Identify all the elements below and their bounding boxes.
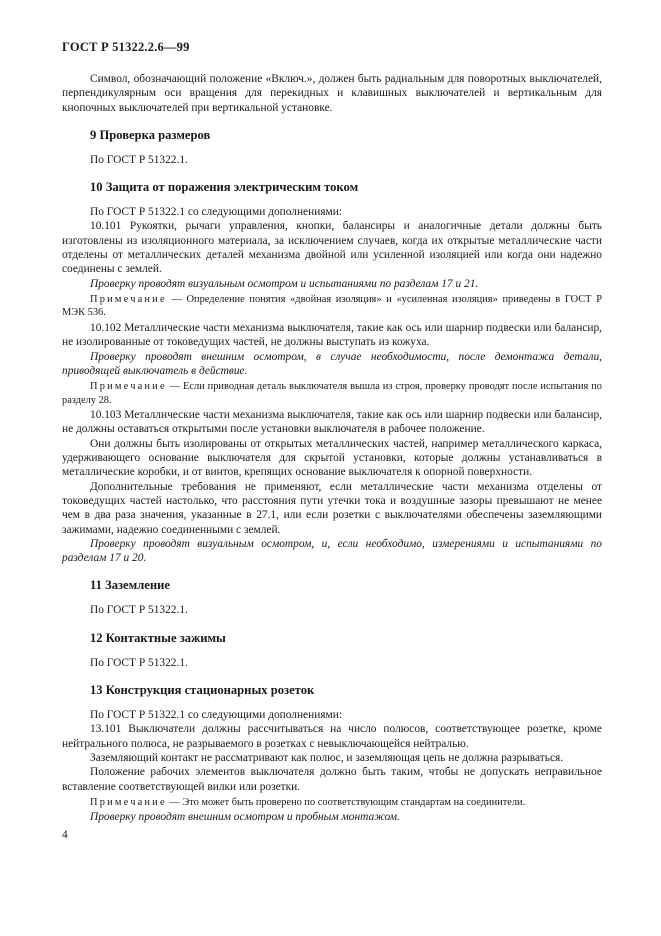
section-10-title: 10 Защита от поражения электрическим током <box>90 180 359 195</box>
clause-10-103-insulation: Они должны быть изолированы от открытых металлических частей, например металлического каркаса, удерживающего основание выключателя для скрытой установки, которые должны устанавливаться в металлические коробки, и от винтов, крепящих основание выключателя к опорной поверхности. <box>62 437 602 479</box>
note-label: Примечание <box>90 796 167 808</box>
clause-10-103-additional: Дополнительные требования не применяют, если металлические части механизма отделены от токоведущих частей настолько, что расстояния пути утечки тока и воздушные зазоры превышают не менее чем в два раза значения, указанные в 27.1, или если розетки с выключателями обеспечены заземляющими зажимами, надежно соединенными с землей. <box>62 480 602 536</box>
check-13-101: Проверку проводят внешним осмотром и пробным монтажом. <box>90 811 400 824</box>
section-10-intro: По ГОСТ Р 51322.1 со следующими дополнениями: <box>90 206 343 219</box>
section-13-intro: По ГОСТ Р 51322.1 со следующими дополнениями: <box>90 709 343 722</box>
note-text: — Если приводная деталь выключателя вышла из строя, проверку проводят после испытания по разделу 28. <box>62 381 602 406</box>
check-10-102: Проверку проводят внешним осмотром, в случае необходимости, после демонтажа детали, приводящей выключатель в действие. <box>62 350 602 377</box>
section-12-title: 12 Контактные зажимы <box>90 630 226 645</box>
note-10-101 <box>62 293 602 320</box>
section-11-text: По ГОСТ Р 51322.1. <box>90 604 188 617</box>
note-10-102 <box>62 380 602 407</box>
note-label: Примечание <box>90 381 167 393</box>
section-13-title: 13 Конструкция стационарных розеток <box>90 683 315 698</box>
intro-paragraph: Символ, обозначающий положение «Включ.», должен быть радиальным для поворотных выключателей, перпендикулярным оси вращения для перекидных и клавишных выключателей и вертикальным для кнопочных выключателей при вертикальной установке. <box>62 73 602 114</box>
clause-10-103: 10.103 Металлические части механизма выключателя, такие как ось или шарнир подвески или балансир, не должны оставаться открытыми после установки выключателя в рабочее положение. <box>62 409 602 436</box>
note-13-101 <box>62 796 602 810</box>
page-body <box>62 72 602 825</box>
document-header: ГОСТ Р 51322.2.6—99 <box>62 40 190 54</box>
note-text: — Это может быть проверено по соответствующим стандартам на соединители. <box>166 796 526 808</box>
note-text: — Определение понятия «двойная изоляция» и «усиленная изоляция» приведены в ГОСТ Р МЭК 536. <box>62 293 602 319</box>
clause-13-101: 13.101 Выключатели должны рассчитываться на число полюсов, соответствующее розетке, кроме нейтрального полюса, не разрываемого в розетках с невыключающейся нейтралью. <box>62 723 602 750</box>
clause-13-101-position: Положение рабочих элементов выключателя должно быть таким, чтобы не допускать неправильное вставление соответствующей вилки или розетки. <box>62 766 602 793</box>
section-9-text: По ГОСТ Р 51322.1. <box>90 153 188 166</box>
section-9-title: 9 Проверка размеров <box>90 127 211 142</box>
clause-10-101: 10.101 Рукоятки, рычаги управления, кнопки, балансиры и аналогичные детали должны быть изготовлены из изоляционного материала, за исключением случаев, когда их открытые металлические части отделены от металлических деталей механизма двойной или усиленной изоляцией или когда они надежно соединены с землей. <box>62 220 602 276</box>
section-12-text: По ГОСТ Р 51322.1. <box>90 656 188 669</box>
section-11-title: 11 Заземление <box>90 578 170 593</box>
clause-10-102: 10.102 Металлические части механизма выключателя, такие как ось или шарнир подвески или балансир, не изолированные от токоведущих частей, не должны выступать из кожуха. <box>62 321 602 349</box>
check-10-103: Проверку проводят визуальным осмотром, и, если необходимо, измерениями и испытаниями по разделам 17 и 20. <box>62 537 602 565</box>
note-label: Примечание <box>90 293 167 305</box>
clause-13-101-earthing: Заземляющий контакт не рассматривают как полюс, и заземляющая цепь не должна разрываться. <box>90 751 564 764</box>
page-number: 4 <box>62 829 68 841</box>
check-10-101: Проверку проводят визуальным осмотром и испытаниями по разделам 17 и 21. <box>90 277 479 290</box>
